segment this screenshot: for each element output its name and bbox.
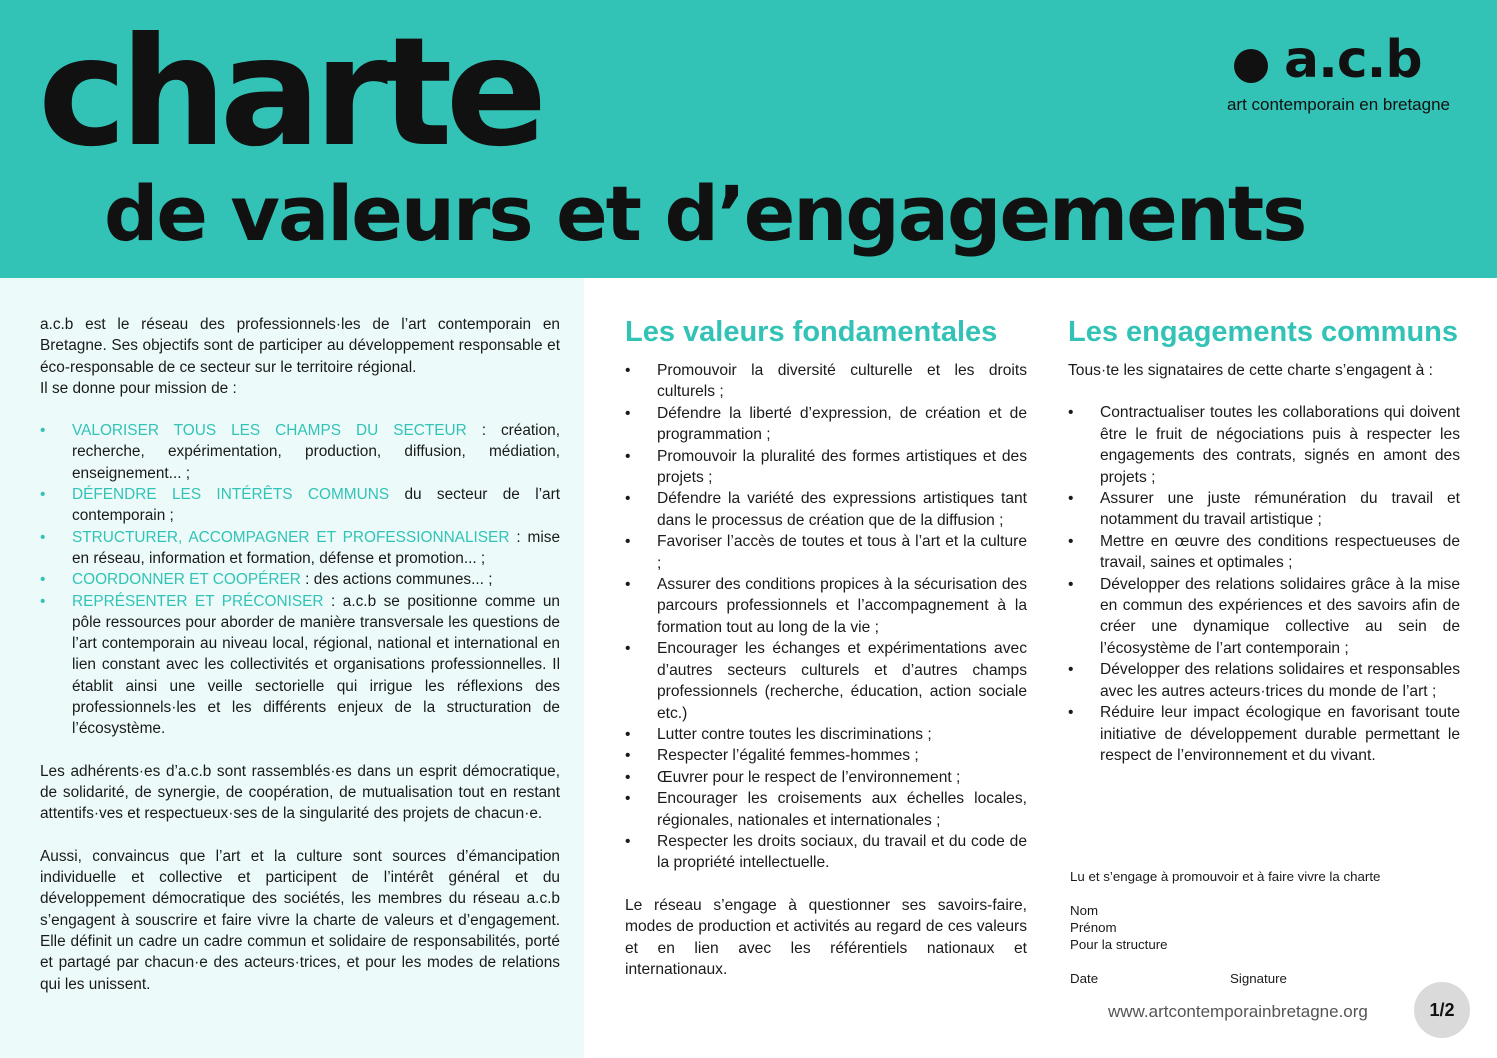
value-text: Respecter les droits sociaux, du travail et du code de la propriété intellectuelle. <box>657 832 1027 872</box>
mission-highlight: COORDONNER ET COOPÉRER <box>72 571 301 589</box>
mission-highlight: VALORISER TOUS LES CHAMPS DU SECTEUR <box>72 422 467 440</box>
page-number-badge: 1/2 <box>1414 982 1470 1038</box>
value-item <box>625 767 1027 788</box>
value-text: Promouvoir la pluralité des formes artistiques et des projets ; <box>657 447 1027 487</box>
bullet-icon: • <box>625 490 631 508</box>
mission-item <box>40 484 560 527</box>
engagements-intro: Tous·te les signataires de cette charte s’engagent à : <box>1068 362 1433 379</box>
left-column <box>40 314 560 995</box>
bullet-icon: • <box>625 404 631 422</box>
members-paragraph: Les adhérents·es d’a.c.b sont rassemblés·es dans un esprit démocratique, de solidarité, de synergie, de coopération, de mutualisation tout en restant attentifs·ves et respectueux·ses de la singularité des projets de chacun·e. <box>40 762 560 823</box>
bullet-icon: • <box>40 422 46 440</box>
value-item <box>625 488 1027 531</box>
values-title: Les valeurs fondamentales <box>625 316 998 348</box>
logo-subtitle: art contemporain en bretagne <box>1226 95 1450 114</box>
mission-item <box>40 591 560 740</box>
value-text: Œuvrer pour le respect de l’environnement ; <box>657 768 961 786</box>
bullet-icon: • <box>625 447 631 465</box>
mission-text: : a.c.b se positionne comme un pôle ressources pour aborder de manière transversale les questions de l’art contemporain au niveau local, régional, national et international en lien constant avec les collectivités et organisations professionnelles. Il établit ainsi une veille sectorielle qui irrigue les réflexions des professionnels·les et les différents enjeux de la structuration de l’écosystème. <box>72 592 560 738</box>
value-text: Favoriser l’accès de toutes et tous à l’art et la culture ; <box>657 533 1027 572</box>
bullet-icon: • <box>40 486 46 504</box>
bullet-icon: • <box>1068 490 1074 508</box>
signature-intro: Lu et s’engage à promouvoir et à faire vivre la charte <box>1070 869 1381 884</box>
bullet-icon: • <box>625 533 631 551</box>
engagement-text: Développer des relations solidaires et responsables avec les autres acteurs·trices du monde de l’art ; <box>1100 661 1460 700</box>
value-text: Défendre la liberté d’expression, de création et de programmation ; <box>657 404 1027 444</box>
value-item <box>625 360 1027 403</box>
bullet-icon: • <box>625 362 631 379</box>
engagement-item <box>1068 702 1460 766</box>
value-text: Encourager les croisements aux échelles locales, régionales, nationales et internationales ; <box>657 790 1027 829</box>
mission-highlight: REPRÉSENTER ET PRÉCONISER <box>72 592 324 610</box>
bullet-icon: • <box>1068 704 1074 722</box>
value-item <box>625 446 1027 489</box>
bullet-icon: • <box>1068 575 1074 593</box>
bullet-icon: • <box>625 832 631 850</box>
page-subtitle: de valeurs et d’engagements <box>104 169 1306 258</box>
signature-label: Signature <box>1230 971 1287 986</box>
mission-item <box>40 527 560 570</box>
mission-list <box>40 420 560 739</box>
engagement-item <box>1068 531 1460 574</box>
name-field-label: Nom <box>1070 903 1099 918</box>
mission-intro: Il se donne pour mission de : <box>40 379 237 397</box>
mission-item <box>40 420 560 484</box>
values-column <box>625 314 1027 980</box>
value-item <box>625 638 1027 724</box>
header-banner <box>0 0 1497 278</box>
value-item <box>625 531 1027 574</box>
mission-text: : des actions communes... ; <box>300 571 493 589</box>
bullet-icon: • <box>625 725 631 743</box>
values-list <box>625 360 1027 874</box>
engagement-item <box>1068 402 1460 488</box>
bullet-icon: • <box>625 790 631 808</box>
mission-text: du secteur de l’art contemporain ; <box>72 486 560 525</box>
values-closing: Le réseau s’engage à questionner ses savoirs-faire, modes de production et activités au regard de ces valeurs et en lien avec les référentiels nationaux et internationaux. <box>625 896 1027 978</box>
bullet-icon: • <box>625 640 631 658</box>
value-text: Promouvoir la diversité culturelle et les droits culturels ; <box>657 362 1027 401</box>
value-item <box>625 403 1027 446</box>
bullet-icon: • <box>40 571 46 589</box>
value-item <box>625 831 1027 874</box>
website-link[interactable]: www.artcontemporainbretagne.org <box>1108 1002 1368 1021</box>
value-item <box>625 724 1027 745</box>
engagement-text: Développer des relations solidaires grâce à la mise en commun des expériences et des savoirs afin de créer une dynamique collective au sein de l’écosystème de l’art contemporain ; <box>1100 575 1460 657</box>
engagement-item <box>1068 659 1460 702</box>
page-title: charte <box>38 6 541 180</box>
bullet-icon: • <box>1068 661 1074 679</box>
engagement-item <box>1068 488 1460 531</box>
bullet-icon: • <box>1068 404 1074 422</box>
intro-paragraph: a.c.b est le réseau des professionnels·les de l’art contemporain en Bretagne. Ses objectifs sont de participer au développement responsable et éco-responsable de ce secteur sur le territoire régional. <box>40 316 560 376</box>
engagement-text: Mettre en œuvre des conditions respectueuses de travail, saines et optimales ; <box>1100 532 1460 572</box>
engagements-list <box>1068 402 1460 766</box>
bullet-icon: • <box>40 528 46 546</box>
value-text: Lutter contre toutes les discriminations ; <box>657 725 932 743</box>
engagement-text: Assurer une juste rémunération du travail et notamment du travail artistique ; <box>1100 490 1460 529</box>
bullet-icon: • <box>40 592 46 610</box>
engagement-text: Contractualiser toutes les collaborations qui doivent être le fruit de négociations puis à respecter les engagements des contrats, signés en amont des projets ; <box>1100 404 1460 486</box>
date-signature-row <box>1070 970 1460 987</box>
engagements-column <box>1068 314 1460 766</box>
engagement-text: Réduire leur impact écologique en favorisant toute initiative de développement durable permettant le respect de l’environnement et du vivant. <box>1100 704 1460 764</box>
mission-text: : mise en réseau, information et formation, défense et promotion... ; <box>72 528 560 567</box>
mission-highlight: DÉFENDRE LES INTÉRÊTS COMMUNS <box>72 486 390 504</box>
logo-dot-icon <box>1234 49 1268 83</box>
bullet-icon: • <box>625 747 631 765</box>
signature-block <box>1070 868 1460 987</box>
firstname-field-label: Prénom <box>1070 920 1117 935</box>
structure-field-label: Pour la structure <box>1070 937 1168 952</box>
closing-paragraph: Aussi, convaincus que l’art et la culture sont sources d’émancipation individuelle et collective et participent de l’intérêt général et du développement démocratique des sociétés, les membres du réseau a.c.b s’engagent à souscrire et faire vivre la charte de valeurs et d’engagement. Elle définit un cadre un cadre commun et solidaire de responsabilités, porté et partagé par chacun·e des acteurs·trices, et pour les modes de relations qui les unissent. <box>40 847 560 993</box>
value-item <box>625 574 1027 638</box>
engagements-title: Les engagements communs <box>1068 316 1458 348</box>
logo-text: a.c.b <box>1284 30 1422 90</box>
mission-item <box>40 569 560 590</box>
value-text: Défendre la variété des expressions artistiques tant dans le processus de création que de la diffusion ; <box>657 490 1027 529</box>
value-item <box>625 745 1027 766</box>
value-text: Assurer des conditions propices à la sécurisation des parcours professionnels et l’accompagnement à la formation tout au long de la vie ; <box>657 576 1027 636</box>
engagement-item <box>1068 574 1460 660</box>
value-text: Respecter l’égalité femmes-hommes ; <box>657 747 919 765</box>
value-text: Encourager les échanges et expérimentations avec d’autres secteurs culturels et d’autres champs professionnels (recherche, éducation, action sociale etc.) <box>657 640 1027 722</box>
bullet-icon: • <box>625 768 631 786</box>
mission-text: : création, recherche, expérimentation, production, diffusion, médiation, enseignement... ; <box>72 422 560 482</box>
bullet-icon: • <box>625 576 631 594</box>
value-item <box>625 788 1027 831</box>
mission-highlight: STRUCTURER, ACCOMPAGNER ET PROFESSIONNALISER <box>72 528 510 546</box>
date-label: Date <box>1070 971 1099 986</box>
bullet-icon: • <box>1068 532 1074 550</box>
